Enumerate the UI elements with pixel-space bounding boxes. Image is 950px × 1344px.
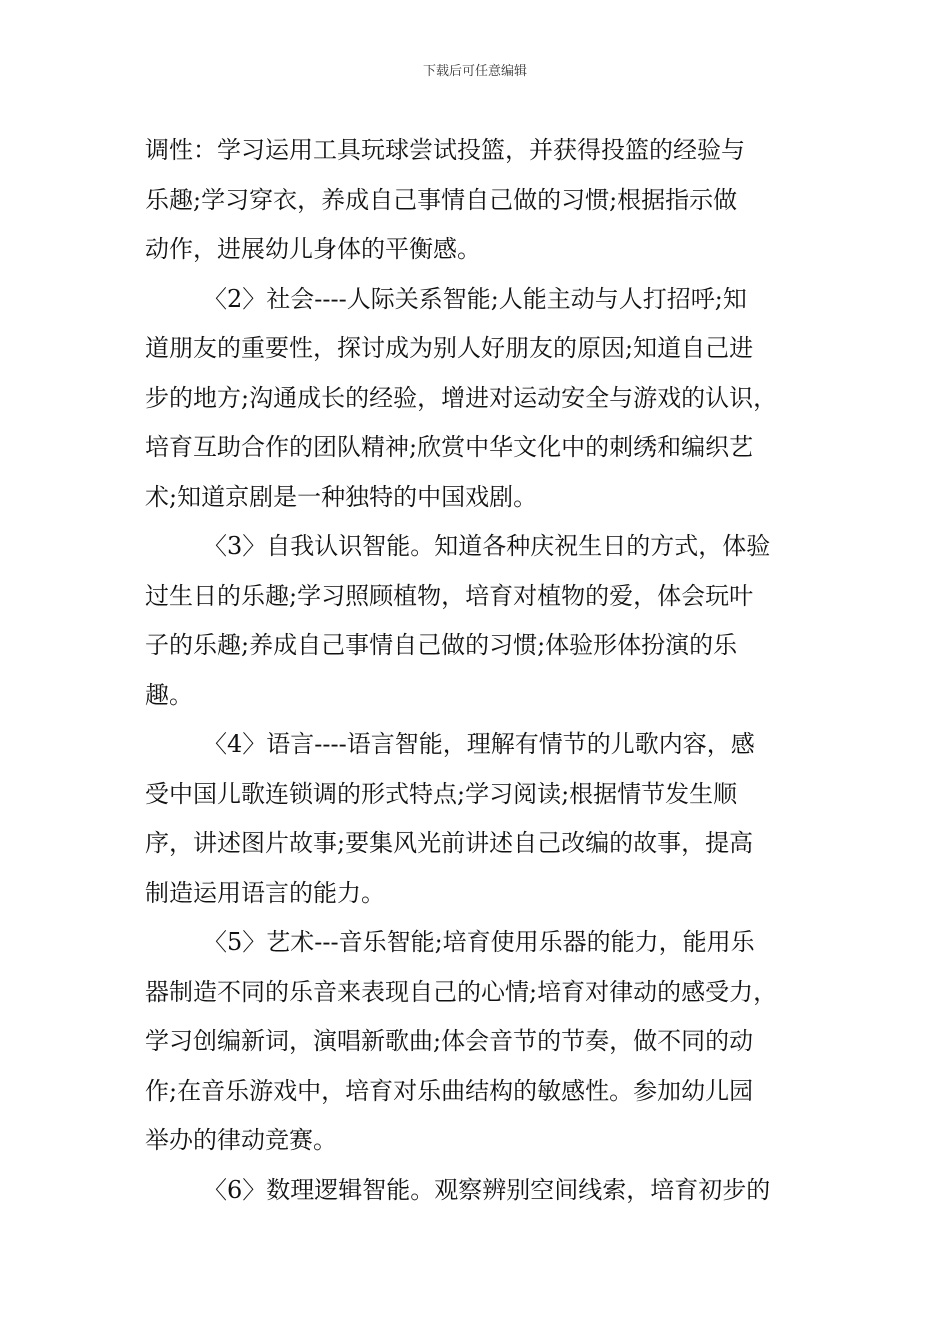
- text-line: 学习创编新词，演唱新歌曲;体会音节的节奏，做不同的动: [145, 1027, 754, 1055]
- text-line: 过生日的乐趣;学习照顾植物，培育对植物的爱，体会玩叶: [145, 581, 754, 610]
- text-line: 术;知道京剧是一种独特的中国戏剧。: [145, 482, 538, 511]
- text-line: 〈4〉语言----语言智能，理解有情节的儿歌内容，感: [203, 730, 755, 758]
- text-line: 动作，进展幼儿身体的平衡感。: [145, 235, 481, 263]
- text-line: 举办的律动竞赛。: [145, 1126, 337, 1154]
- text-line: 培育互助合作的团队精神;欣赏中华文化中的刺绣和编织艺: [145, 433, 754, 461]
- text-line: 〈2〉社会----人际关系智能;人能主动与人打招呼;知: [203, 284, 747, 313]
- text-line: 〈5〉艺术---音乐智能;培育使用乐器的能力，能用乐: [203, 928, 755, 956]
- text-line: 器制造不同的乐音来表现自己的心情;培育对律动的感受力，: [145, 977, 778, 1006]
- text-line: 步的地方;沟通成长的经验，增进对运动安全与游戏的认识，: [145, 383, 778, 412]
- text-line: 〈3〉自我认识智能。知道各种庆祝生日的方式，体验: [203, 532, 771, 560]
- text-line: 子的乐趣;养成自己事情自己做的习惯;体验形体扮演的乐: [145, 631, 738, 659]
- text-line: 调性：学习运用工具玩球尝试投篮，并获得投篮的经验与: [145, 136, 745, 164]
- text-line: 乐趣;学习穿衣，养成自己事情自己做的习惯;根据指示做: [145, 185, 738, 214]
- text-line: 趣。: [145, 680, 193, 709]
- text-line: 道朋友的重要性，探讨成为别人好朋友的原因;知道自己进: [145, 334, 754, 362]
- page-header: 下载后可任意编辑: [422, 64, 527, 79]
- document-body: [145, 126, 825, 1215]
- text-line: 作;在音乐游戏中，培育对乐曲结构的敏感性。参加幼儿园: [145, 1076, 754, 1105]
- text-line: 受中国儿歌连锁调的形式特点;学习阅读;根据情节发生顺: [145, 779, 738, 808]
- text-line: 序，讲述图片故事;要集风光前讲述自己改编的故事，提高: [145, 829, 754, 857]
- text-line: 〈6〉数理逻辑智能。观察辨别空间线索，培育初步的: [203, 1175, 771, 1204]
- text-line: 制造运用语言的能力。: [145, 878, 385, 907]
